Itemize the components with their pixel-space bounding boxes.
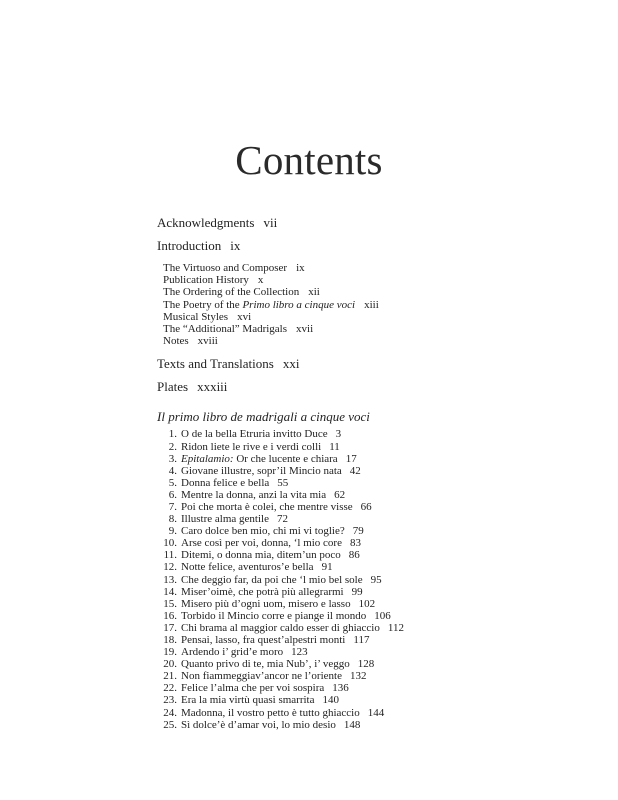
toc-subentry-label: Musical Styles (163, 310, 229, 323)
madrigal-entry[interactable] (157, 525, 597, 537)
madrigal-title: Miser’oimè, che potrà più allegrarmi (181, 585, 344, 598)
madrigal-number: 3. (168, 452, 177, 465)
madrigal-page: 86 (348, 549, 360, 562)
toc-entry-introduction[interactable] (157, 237, 597, 254)
toc-subentry-label: The Ordering of the Collection (163, 286, 300, 299)
toc-subentry[interactable] (157, 311, 597, 323)
madrigal-entry[interactable] (157, 465, 597, 477)
madrigal-number: 16. (163, 609, 177, 622)
toc-subentry[interactable] (157, 286, 597, 298)
toc-subentry[interactable] (157, 335, 597, 347)
toc-subentry-label: Publication History (163, 274, 249, 287)
madrigal-number: 20. (163, 658, 177, 671)
madrigal-title: Mentre la donna, anzi la vita mia (181, 488, 327, 501)
table-of-contents (157, 214, 597, 731)
madrigal-page: 79 (352, 525, 364, 538)
madrigal-number: 21. (163, 670, 177, 683)
madrigal-page: 148 (343, 718, 361, 731)
madrigal-number: 24. (163, 706, 177, 719)
madrigal-page: 17 (345, 452, 357, 465)
madrigal-title: Ardendo i’ grid’e moro (181, 646, 284, 659)
madrigal-entry[interactable] (157, 598, 597, 610)
madrigal-page: 106 (374, 609, 391, 622)
section-heading: Il primo libro de madrigali a cinque voci (157, 409, 370, 425)
madrigal-entry[interactable] (157, 610, 597, 622)
madrigal-title: Epitalamio: (181, 452, 234, 465)
toc-entry-page: vii (263, 215, 278, 230)
toc-subentry-label: The Poetry of the (163, 298, 243, 311)
madrigal-title: Che deggio far, da poi che ‘l mio bel sole (181, 573, 363, 586)
madrigal-page: 117 (353, 634, 370, 647)
madrigal-title: Pensai, lasso, fra quest’alpestri monti (181, 634, 346, 647)
madrigal-title: Madonna, il vostro petto è tutto ghiaccio (181, 706, 360, 719)
madrigal-page: 72 (276, 513, 288, 526)
madrigal-number: 9. (168, 525, 177, 538)
madrigal-entry[interactable] (157, 646, 597, 658)
madrigal-number: 8. (168, 513, 177, 526)
madrigal-number: 22. (163, 682, 177, 695)
madrigal-list (157, 428, 597, 730)
madrigal-entry[interactable] (157, 658, 597, 670)
madrigal-title: Illustre alma gentile (181, 513, 269, 526)
toc-entry-plates[interactable] (157, 378, 597, 395)
madrigal-entry[interactable] (157, 670, 597, 682)
madrigal-entry[interactable] (157, 501, 597, 513)
madrigal-title: Caro dolce ben mio, chi mi vi toglie? (181, 525, 345, 538)
madrigal-number: 25. (163, 718, 177, 731)
madrigal-number: 10. (163, 537, 177, 550)
madrigal-page: 42 (349, 464, 361, 477)
madrigal-title: O de la bella Etruria invitto Duce (181, 428, 328, 441)
toc-entry-page: ix (230, 238, 241, 253)
toc-subentry-page: xiii (364, 298, 379, 311)
toc-subentry-page: x (257, 274, 264, 287)
madrigal-title: Quanto privo di te, mia Nub’, i’ veggo (181, 658, 350, 671)
madrigal-number: 15. (163, 597, 177, 610)
toc-subentry-label: Notes (163, 335, 189, 348)
madrigal-title: Donna felice e bella (181, 476, 270, 489)
madrigal-entry[interactable] (157, 707, 597, 719)
madrigal-number: 12. (163, 561, 177, 574)
madrigal-entry[interactable] (157, 622, 597, 634)
madrigal-number: 7. (168, 500, 177, 513)
madrigal-title: Sì dolce’è d’amar voi, lo mio desio (181, 718, 336, 731)
madrigal-title: Giovane illustre, sopr’il Mincio nata (181, 464, 342, 477)
madrigal-title: Chi brama al maggior caldo esser di ghiaccio (181, 621, 380, 634)
madrigal-title: Notte felice, aventuros’e bella (181, 561, 314, 574)
madrigal-entry[interactable] (157, 574, 597, 586)
madrigal-entry[interactable] (157, 477, 597, 489)
madrigal-title: Era la mia virtù quasi smarrita (181, 694, 315, 707)
madrigal-page: 123 (291, 646, 308, 659)
madrigal-title-rest: Or che lucente e chiara (233, 452, 338, 465)
toc-entry-page: xxi (282, 356, 300, 372)
madrigal-entry[interactable] (157, 441, 597, 453)
toc-subentry-page: ix (296, 262, 305, 274)
madrigal-entry[interactable] (157, 513, 597, 525)
toc-subentry-italic-title: Primo libro a cinque voci (242, 298, 356, 311)
toc-subentry[interactable] (157, 262, 597, 274)
madrigal-page: 112 (387, 621, 404, 634)
madrigal-entry[interactable] (157, 537, 597, 549)
madrigal-page: 11 (329, 440, 340, 453)
madrigal-number: 2. (168, 440, 177, 453)
madrigal-number: 4. (168, 464, 177, 477)
toc-subentry-page: xvi (237, 310, 252, 323)
madrigal-entry[interactable] (157, 634, 597, 646)
madrigal-page: 66 (360, 500, 372, 513)
madrigal-page: 95 (370, 573, 382, 586)
madrigal-number: 1. (168, 428, 177, 441)
toc-subentry[interactable] (157, 323, 597, 335)
madrigal-number: 18. (163, 634, 177, 647)
madrigal-number: 6. (168, 488, 177, 501)
toc-entry-acknowledgments[interactable] (157, 214, 597, 231)
madrigal-page: 99 (351, 585, 363, 598)
madrigal-title: Torbido il Mincio corre e piange il mondo (181, 609, 367, 622)
toc-entry-label: Acknowledgments (157, 215, 255, 230)
madrigal-entry[interactable] (157, 694, 597, 706)
madrigal-page: 62 (334, 488, 346, 501)
toc-entry-page: xxxiii (197, 379, 228, 395)
madrigal-title: Ditemi, o donna mia, ditem’un poco (181, 549, 341, 562)
madrigal-page: 91 (321, 561, 333, 574)
madrigal-title: Ridon liete le rive e i verdi colli (181, 440, 322, 453)
madrigal-entry[interactable] (157, 549, 597, 561)
toc-subentry[interactable] (157, 299, 597, 311)
toc-subentry-page: xviii (197, 335, 218, 348)
madrigal-title: Arse così per voi, donna, ‘l mio core (181, 537, 342, 550)
madrigal-entry[interactable] (157, 428, 597, 440)
introduction-subentries (157, 262, 597, 347)
madrigal-number: 23. (163, 694, 177, 707)
madrigal-number: 11. (163, 549, 177, 562)
madrigal-number: 5. (168, 476, 177, 489)
toc-subentry-page: xii (308, 286, 320, 299)
madrigal-entry[interactable] (157, 453, 597, 465)
madrigal-page: 83 (349, 537, 361, 550)
madrigal-entry[interactable] (157, 586, 597, 598)
page-title: Contents (235, 137, 383, 183)
toc-subentry[interactable] (157, 274, 597, 286)
madrigal-entry[interactable] (157, 719, 597, 731)
madrigal-entry[interactable] (157, 489, 597, 501)
madrigal-entry[interactable] (157, 682, 597, 694)
madrigal-number: 13. (163, 573, 177, 586)
madrigal-page: 136 (332, 682, 349, 695)
madrigal-page: 102 (358, 597, 376, 610)
toc-subentry-label: The “Additional” Madrigals (163, 323, 288, 336)
toc-entry-texts-and-translations[interactable] (157, 355, 597, 372)
toc-subentry-page: xvii (296, 323, 314, 336)
madrigal-page: 3 (335, 428, 342, 441)
madrigal-page: 55 (277, 476, 289, 489)
madrigal-page: 132 (349, 670, 367, 683)
madrigal-page: 128 (357, 658, 375, 671)
madrigal-title: Felice l’alma che per voi sospira (181, 682, 325, 695)
toc-entry-label: Texts and Translations (157, 356, 274, 372)
toc-entry-label: Introduction (157, 238, 222, 253)
madrigal-number: 19. (163, 646, 177, 659)
madrigal-number: 17. (163, 621, 177, 634)
madrigal-entry[interactable] (157, 561, 597, 573)
madrigal-title: Non fiammeggiav’ancor ne l’oriente (181, 670, 342, 683)
madrigal-page: 144 (367, 706, 385, 719)
madrigal-number: 14. (163, 585, 177, 598)
toc-subentry-label: The Virtuoso and Composer (163, 262, 288, 274)
madrigal-page: 140 (322, 694, 339, 707)
madrigal-title: Poi che morta è colei, che mentre visse (181, 500, 353, 513)
toc-entry-label: Plates (157, 379, 189, 395)
madrigal-title: Misero più d’ogni uom, misero e lasso (181, 597, 351, 610)
